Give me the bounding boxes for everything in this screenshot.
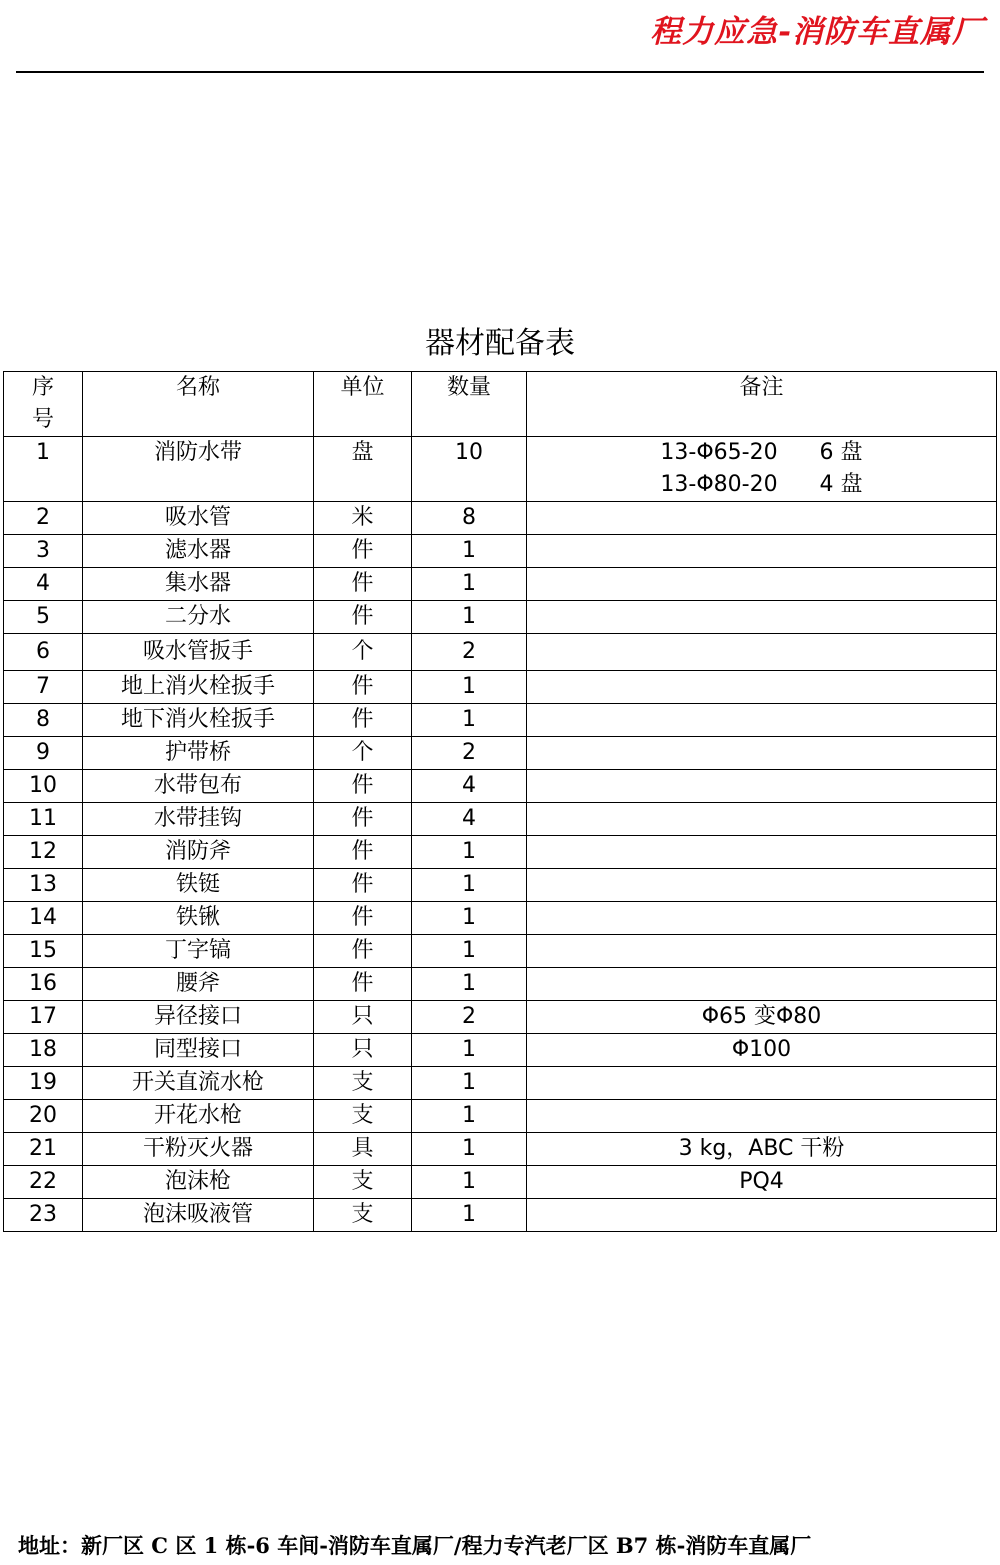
cell-name: 开花水枪 [83, 1100, 314, 1133]
table-row [4, 935, 997, 968]
cell-remark [527, 535, 997, 568]
cell-remark [527, 568, 997, 601]
remark-line: 3 kg，ABC 干粉 [678, 1136, 845, 1161]
cell-remark [527, 704, 997, 737]
cell-remark [527, 634, 997, 671]
table-row [4, 770, 997, 803]
cell-name: 护带桥 [83, 737, 314, 770]
cell-qty: 4 [412, 770, 527, 803]
cell-unit: 件 [314, 704, 412, 737]
column-header-seq [4, 372, 83, 437]
column-header-qty: 数量 [412, 372, 527, 437]
remark-line: 13-Φ80-20 4 盘 [660, 472, 863, 497]
remark-line: Φ100 [731, 1037, 792, 1062]
cell-seq: 17 [4, 1001, 83, 1034]
table-row [4, 1133, 997, 1166]
table-row [4, 568, 997, 601]
cell-remark [527, 1001, 997, 1034]
cell-unit: 支 [314, 1067, 412, 1100]
cell-unit: 件 [314, 671, 412, 704]
brand-title: 程力应急-消防车直属厂 [650, 14, 984, 50]
cell-unit: 件 [314, 770, 412, 803]
cell-seq: 23 [4, 1199, 83, 1232]
cell-name: 丁字镐 [83, 935, 314, 968]
footer-address: 地址：新厂区 C 区 1 栋-6 车间-消防车直属厂/程力专汽老厂区 B7 栋-消防车直属厂 [18, 1533, 812, 1558]
table-row [4, 634, 997, 671]
cell-unit: 件 [314, 935, 412, 968]
cell-name: 泡沫枪 [83, 1166, 314, 1199]
cell-unit: 具 [314, 1133, 412, 1166]
cell-qty: 1 [412, 1067, 527, 1100]
remark-line: Φ65 变Φ80 [701, 1004, 822, 1029]
cell-seq: 9 [4, 737, 83, 770]
cell-qty: 1 [412, 1034, 527, 1067]
cell-unit: 件 [314, 968, 412, 1001]
cell-name: 水带包布 [83, 770, 314, 803]
cell-qty: 1 [412, 1166, 527, 1199]
table-header-row [4, 372, 997, 437]
remark-line: PQ4 [739, 1169, 784, 1194]
cell-name: 干粉灭火器 [83, 1133, 314, 1166]
cell-unit: 盘 [314, 437, 412, 502]
cell-name: 吸水管 [83, 502, 314, 535]
cell-name: 异径接口 [83, 1001, 314, 1034]
cell-remark [527, 935, 997, 968]
cell-qty: 8 [412, 502, 527, 535]
cell-unit: 件 [314, 803, 412, 836]
cell-remark [527, 1199, 997, 1232]
table-row [4, 601, 997, 634]
table-row [4, 968, 997, 1001]
header-divider [16, 71, 984, 73]
cell-seq: 3 [4, 535, 83, 568]
cell-remark [527, 502, 997, 535]
cell-qty: 1 [412, 836, 527, 869]
table-row [4, 704, 997, 737]
cell-name: 水带挂钩 [83, 803, 314, 836]
page-title: 器材配备表 [425, 326, 575, 361]
cell-seq: 13 [4, 869, 83, 902]
cell-remark [527, 1133, 997, 1166]
cell-qty: 1 [412, 1199, 527, 1232]
table-row [4, 1067, 997, 1100]
cell-name: 腰斧 [83, 968, 314, 1001]
cell-qty: 1 [412, 902, 527, 935]
cell-seq: 12 [4, 836, 83, 869]
table-row [4, 836, 997, 869]
table-row [4, 1166, 997, 1199]
table-row [4, 671, 997, 704]
cell-remark [527, 968, 997, 1001]
remark-line: 13-Φ65-20 6 盘 [660, 440, 863, 465]
cell-remark [527, 437, 997, 502]
cell-remark [527, 770, 997, 803]
cell-remark [527, 1067, 997, 1100]
cell-seq: 11 [4, 803, 83, 836]
cell-qty: 2 [412, 634, 527, 671]
cell-name: 泡沫吸液管 [83, 1199, 314, 1232]
cell-seq: 22 [4, 1166, 83, 1199]
table-row [4, 1001, 997, 1034]
cell-seq: 14 [4, 902, 83, 935]
cell-name: 开关直流水枪 [83, 1067, 314, 1100]
cell-unit: 件 [314, 535, 412, 568]
cell-qty: 10 [412, 437, 527, 502]
column-header-seq-label: 序 号 [31, 375, 54, 432]
cell-seq: 2 [4, 502, 83, 535]
cell-remark [527, 737, 997, 770]
cell-qty: 1 [412, 1100, 527, 1133]
cell-unit: 件 [314, 836, 412, 869]
cell-qty: 1 [412, 1133, 527, 1166]
column-header-name: 名称 [83, 372, 314, 437]
cell-remark [527, 1034, 997, 1067]
column-header-unit: 单位 [314, 372, 412, 437]
cell-unit: 支 [314, 1166, 412, 1199]
cell-seq: 10 [4, 770, 83, 803]
table-row [4, 437, 997, 502]
table-row [4, 803, 997, 836]
cell-seq: 21 [4, 1133, 83, 1166]
cell-name: 集水器 [83, 568, 314, 601]
cell-qty: 4 [412, 803, 527, 836]
table-row [4, 1034, 997, 1067]
cell-qty: 1 [412, 935, 527, 968]
cell-qty: 1 [412, 671, 527, 704]
cell-qty: 1 [412, 869, 527, 902]
table-row [4, 535, 997, 568]
cell-unit: 只 [314, 1034, 412, 1067]
cell-seq: 5 [4, 601, 83, 634]
table-row [4, 1100, 997, 1133]
cell-seq: 8 [4, 704, 83, 737]
cell-unit: 件 [314, 869, 412, 902]
cell-remark [527, 671, 997, 704]
table-row [4, 1199, 997, 1232]
cell-name: 吸水管扳手 [83, 634, 314, 671]
cell-unit: 只 [314, 1001, 412, 1034]
cell-qty: 1 [412, 568, 527, 601]
cell-qty: 2 [412, 1001, 527, 1034]
cell-seq: 15 [4, 935, 83, 968]
cell-qty: 1 [412, 601, 527, 634]
cell-remark [527, 601, 997, 634]
cell-qty: 1 [412, 968, 527, 1001]
cell-seq: 7 [4, 671, 83, 704]
table-body [4, 437, 997, 1232]
cell-seq: 19 [4, 1067, 83, 1100]
table-row [4, 737, 997, 770]
cell-seq: 6 [4, 634, 83, 671]
cell-qty: 1 [412, 704, 527, 737]
column-header-remark: 备注 [527, 372, 997, 437]
cell-seq: 16 [4, 968, 83, 1001]
cell-remark [527, 836, 997, 869]
cell-unit: 个 [314, 634, 412, 671]
cell-remark [527, 1166, 997, 1199]
cell-unit: 个 [314, 737, 412, 770]
cell-remark [527, 1100, 997, 1133]
cell-name: 消防斧 [83, 836, 314, 869]
cell-unit: 件 [314, 568, 412, 601]
table-row [4, 502, 997, 535]
cell-name: 地上消火栓扳手 [83, 671, 314, 704]
cell-name: 滤水器 [83, 535, 314, 568]
cell-remark [527, 902, 997, 935]
cell-seq: 18 [4, 1034, 83, 1067]
cell-remark [527, 803, 997, 836]
cell-unit: 支 [314, 1199, 412, 1232]
table-row [4, 869, 997, 902]
cell-name: 铁铤 [83, 869, 314, 902]
cell-unit: 米 [314, 502, 412, 535]
cell-seq: 20 [4, 1100, 83, 1133]
cell-remark [527, 869, 997, 902]
cell-qty: 2 [412, 737, 527, 770]
cell-name: 铁锹 [83, 902, 314, 935]
cell-unit: 支 [314, 1100, 412, 1133]
cell-qty: 1 [412, 535, 527, 568]
cell-seq: 1 [4, 437, 83, 502]
cell-unit: 件 [314, 902, 412, 935]
cell-name: 同型接口 [83, 1034, 314, 1067]
equipment-table [3, 371, 997, 1232]
table-row [4, 902, 997, 935]
cell-unit: 件 [314, 601, 412, 634]
cell-name: 地下消火栓扳手 [83, 704, 314, 737]
cell-name: 消防水带 [83, 437, 314, 502]
cell-name: 二分水 [83, 601, 314, 634]
cell-seq: 4 [4, 568, 83, 601]
